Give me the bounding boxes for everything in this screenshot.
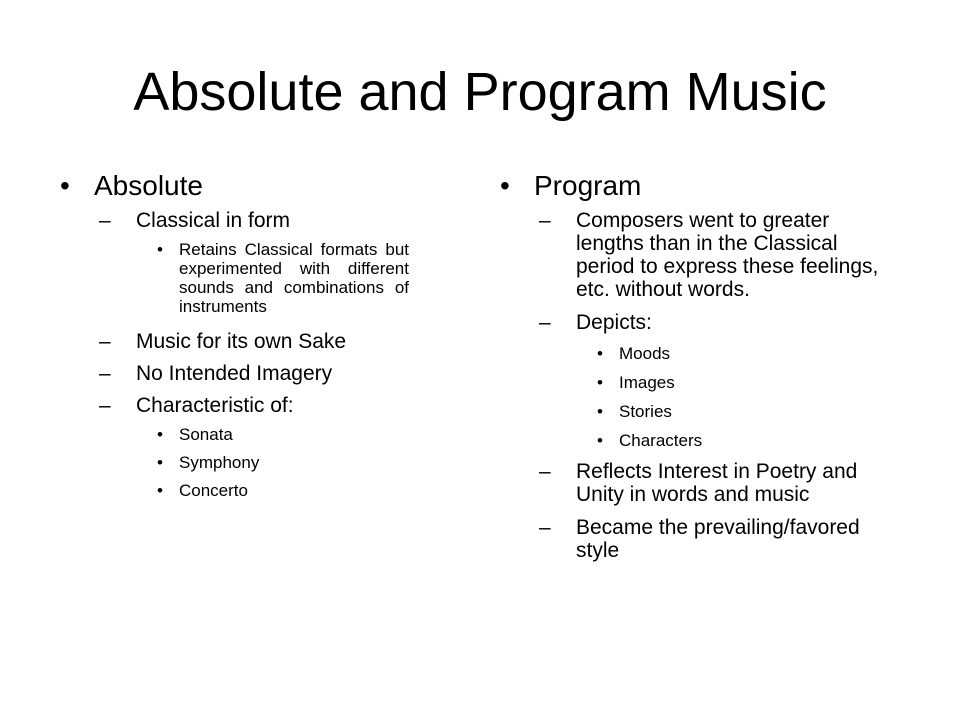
bullet-absolute — [58, 170, 458, 202]
dash-marker: – — [99, 209, 111, 232]
item-text: Music for its own Sake — [136, 330, 347, 353]
item-text: Became the prevailing/favored style — [576, 516, 860, 562]
item-text: Classical in form — [136, 209, 291, 232]
list-item — [58, 453, 458, 472]
slide-title: Absolute and Program Music — [133, 62, 827, 122]
bullet-dot: • — [60, 170, 70, 201]
list-item — [498, 209, 898, 301]
bullet-dot: • — [597, 344, 603, 363]
dash-marker: – — [539, 516, 551, 539]
item-text: No Intended Imagery — [136, 362, 333, 385]
list-item — [498, 402, 898, 421]
bullet-dot: • — [157, 425, 163, 444]
heading-program: Program — [534, 170, 642, 201]
list-item — [58, 240, 409, 316]
item-text: Moods — [619, 344, 671, 363]
bullet-dot: • — [157, 481, 163, 500]
item-text: Composers went to greater lengths than in the Classical period to express these feelings, etc. without words. — [576, 209, 879, 301]
list-item — [498, 344, 898, 363]
dash-marker: – — [99, 394, 111, 417]
item-text: Characteristic of: — [136, 394, 294, 417]
list-item — [58, 362, 458, 385]
bullet-dot: • — [597, 402, 603, 421]
item-text: Stories — [619, 402, 672, 421]
list-item — [58, 209, 458, 232]
item-text: Images — [619, 373, 675, 392]
item-text: Sonata — [179, 425, 233, 444]
right-column — [498, 170, 898, 562]
dash-marker: – — [539, 209, 551, 232]
bullet-dot: • — [157, 453, 163, 472]
list-item — [58, 394, 458, 417]
dash-marker: – — [539, 460, 551, 483]
bullet-dot: • — [597, 431, 603, 450]
item-text: Symphony — [179, 453, 260, 472]
dash-marker: – — [539, 311, 551, 334]
item-text: Characters — [619, 431, 703, 450]
item-text: Concerto — [179, 481, 248, 500]
dash-marker: – — [99, 362, 111, 385]
list-item — [498, 373, 898, 392]
bullet-dot: • — [500, 170, 510, 201]
heading-absolute: Absolute — [94, 170, 203, 201]
list-item — [58, 425, 458, 444]
list-item — [498, 516, 898, 562]
list-item — [58, 481, 458, 500]
left-column — [58, 170, 458, 500]
item-text: Depicts: — [576, 311, 652, 334]
item-text: Reflects Interest in Poetry and Unity in words and music — [576, 460, 858, 506]
bullet-dot: • — [597, 373, 603, 392]
item-text: Retains Classical formats but experimented with different sounds and combinations of instruments — [179, 240, 409, 316]
bullet-dot: • — [157, 240, 163, 259]
list-item — [498, 460, 898, 506]
bullet-program — [498, 170, 898, 202]
dash-marker: – — [99, 330, 111, 353]
list-item — [498, 431, 898, 450]
list-item — [58, 330, 458, 353]
list-item — [498, 311, 898, 334]
